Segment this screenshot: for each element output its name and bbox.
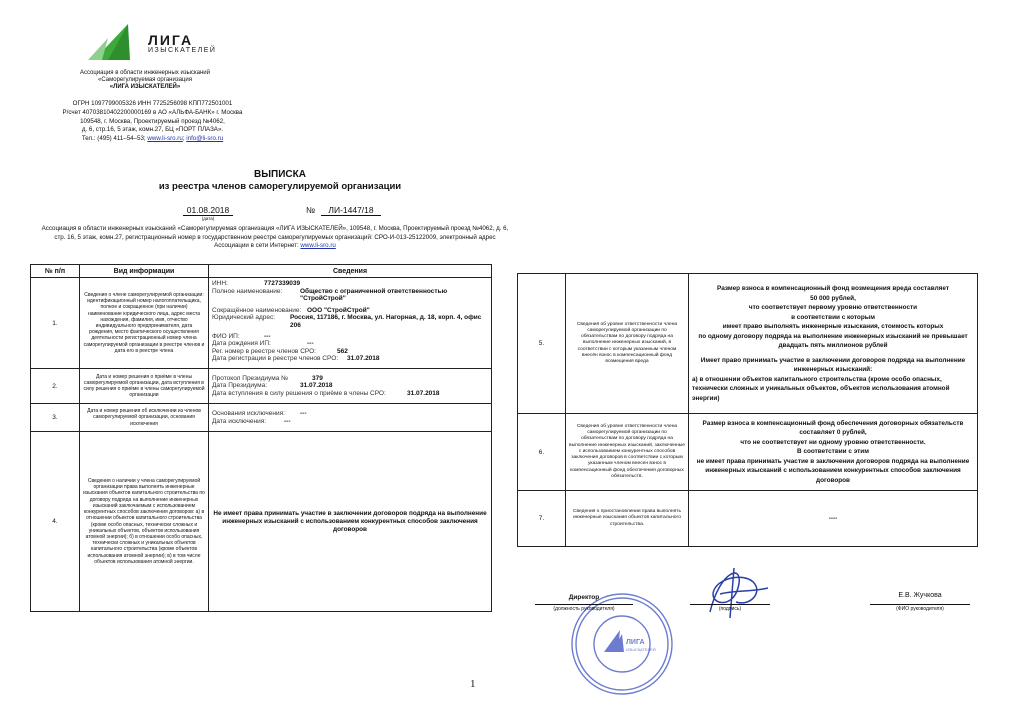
register-table-left [30, 264, 492, 612]
reg-date-value: 31.07.2018 [347, 355, 380, 363]
svg-text:ЛИГА: ЛИГА [626, 639, 645, 646]
liability-level-info: Размер взноса в компенсационный фонд возмещения вреда составляет 50 000 рублей, что соответствует первому уровню ответственности в соответствии с которым имеет право выполнять инженерные изыскания, стоимость которых по одному договору подряда на выполнение инженерных изысканий не превышает двадцать пять миллионов рублей Имеет право принимать участие в заключении договоров подряда на выполнение инженерных изысканий: а) в отношении объектов капитального строительства (кроме особо опасных, технически сложных и уникальных объектов, объектов использования атомной энергии) [689, 274, 978, 414]
svg-text:ИЗЫСКАТЕЛЕЙ: ИЗЫСКАТЕЛЕЙ [626, 647, 656, 652]
signatory-name: Е.В. Жучкова [898, 592, 942, 599]
signature-caption: (подпись) [690, 604, 770, 612]
logo-subtitle: ИЗЫСКАТЕЛЕЙ [148, 47, 217, 54]
table-row: 7. Сведения о приостановлении права выполнять инженерные изыскания объектов капитального строительства. ---- [518, 491, 978, 547]
row-desc: Сведения о члене саморегулируемой организации: идентификационный номер налогоплательщика, полное и сокращенное (при наличии) наименование юридического лица, адрес места нахождения, фамилия, имя, отчество индивидуального предпринимателя, дата рождения, место фактического осуществления деятельности регистрационный номер члена саморегулируемой организации в реестре членов и дата его в реестре члена [80, 278, 209, 369]
reg-number-value: 562 [337, 347, 348, 355]
suspension-info: ---- [689, 491, 978, 547]
table-row: 5. Сведения об уровне ответственности члена саморегулируемой организации по обязательствам по договору подряда на выполнение инженерных изысканий, в соответствии с которым указанным членом внесён взнос в компенсационный фонд возмещения вреда Размер взноса в компенсационный фонд возмещения вреда составляет 50 000 рублей, что соответствует первому уровню ответственности в соответствии с которым имеет право выполнять инженерные изыскания, стоимость которых по одному договору подряда на выполнение инженерных изысканий не превышает двадцать пять миллионов рублей Имеет право принимать участие в заключении договоров подряда на выполнение инженерных изысканий: а) в отношении объектов капитального строительства (кроме особо опасных, технически сложных и уникальных объектов, объектов использования атомной энергии) [518, 274, 978, 414]
doc-date-caption: (дата) [201, 216, 215, 221]
rights-info: Не имеет права принимать участие в заключении договоров подряда на выполнение инженерных изысканий с использованием конкурентных способов заключения договоров [209, 432, 492, 612]
signatory-position-caption: (должность руководителя) [535, 604, 633, 612]
intro-link[interactable]: www.li-sro.ru [300, 242, 336, 249]
signatory-position: Директор [568, 594, 600, 601]
exclusion-info: Основания исключения: --- Дата исключения: --- [209, 404, 492, 432]
doc-number: ЛИ-1447/18 [321, 205, 381, 216]
org-requisites: ОГРН 1097799005326 ИНН 7725256098 КПП772501001 Р/счет 40703810402200000169 в АО «АЛЬФА-БАНК» г. Москва 109548, г. Москва, Проектируемый проезд №4062, д. 6, стр.16, 5 этаж, комн.27, БЦ «ПОРТ ПЛАЗА». Тел.: (495) 411–54–53; www.li-sro.ru; info@li-sro.ru [62, 100, 243, 143]
table-row: 3. Дата и номер решения об исключении из членов саморегулируемой организации, основания исключения Основания исключения: --- Дата исключения: --- [31, 404, 492, 432]
contract-liability-info: Размер взноса в компенсационный фонд обеспечения договорных обязательств составляет 0 рублей, что не соответствует ни одному уровню ответственности. В соответствии с этим не имеет права принимать участие в заключении договоров подряда на выполнение инженерных изысканий с использованием конкурентных способов заключения договоров [689, 414, 978, 491]
table-row: 4. Сведения о наличии у члена саморегулируемой организации права выполнять инженерные изыскания объектов капитального строительства по договору подряда на выполнение инженерных изысканий заключаемым с использованием конкурентных способов заключения договоров: а) в отношении объектов капитального строительства (кроме особо опасных, технически сложных и уникальных объектов, объектов использования атомной энергии); б) в отношении особо опасных, технически сложных и уникальных объектов капитального строительства (кроме объектов использования атомной энергии); в) в том числе объектов использования атомной энергии. Не имеет права принимать участие в заключении договоров подряда на выполнение инженерных изысканий с использованием конкурентных способов заключения договоров [31, 432, 492, 612]
logo-title: ЛИГА [148, 32, 194, 48]
table-row [31, 278, 492, 369]
table-row: 6. Сведения об уровне ответственности члена саморегулируемой организации по обязательствам по договору подряда на выполнение инженерных изысканий, заключенные с использованием конкурентных способов заключения договоров в соответствии с которым указанным членом внесен взнос в компенсационный фонд обеспечения договорных обязательств. Размер взноса в компенсационный фонд обеспечения договорных обязательств составляет 0 рублей, что не соответствует ни одному уровню ответственности. В соответствии с этим не имеет права принимать участие в заключении договоров подряда на выполнение инженерных изысканий с использованием конкурентных способов заключения договоров [518, 414, 978, 491]
inn-value: 7727339039 [264, 280, 301, 287]
member-info: ИНН: 7727339039 Полное наименование: Общество с ограниченной ответственностью "СтройСтрой" Сокращённое наименование: ООО "СтройСтрой" Юридический адрес: Россия, 117186, г. Москва, ул. Нагорная, д. 18, корп. 4, офис 206 ФИО ИП: --- Дата рождения ИП: --- Рег. номер в реестре членов СРО: 562 Дата регистрации в реестре членов СРО: 31.07.2018 [209, 278, 492, 369]
header-details: Сведения [209, 265, 492, 278]
header-info-type: Вид информации [80, 265, 209, 278]
short-name-value: ООО "СтройСтрой" [307, 306, 370, 314]
table-row: 2. Дата и номер решения о приёме в члены саморегулируемой организации, дата вступления в силу решения о приёме в члены саморегулируемой организации Протокол Президиума № 379 Дата Президиума: 31.07.2018 Дата вступления в силу решения о приёме в члены СРО: 31.07.2018 [31, 369, 492, 404]
header-num: № п/п [31, 265, 80, 278]
admission-info: Протокол Президиума № 379 Дата Президиума: 31.07.2018 Дата вступления в силу решения о приёме в члены СРО: 31.07.2018 [209, 369, 492, 404]
full-name-value: Общество с ограниченной ответственностью "СтройСтрой" [300, 287, 448, 303]
signatory-name-caption: (ФИО руководителя) [870, 604, 970, 612]
row-num: 1. [31, 278, 80, 369]
doc-number-sign: № [306, 205, 316, 215]
address-value: Россия, 117186, г. Москва, ул. Нагорная, д. 18, корп. 4, офис 206 [290, 314, 482, 329]
doc-title: ВЫПИСКА [254, 169, 306, 180]
doc-subtitle: из реестра членов саморегулируемой организации [158, 181, 402, 192]
register-table-right [517, 273, 978, 547]
table-header [31, 265, 492, 278]
email-link[interactable]: info@li-sro.ru [186, 135, 224, 143]
doc-date: 01.08.2018 [183, 205, 233, 216]
site-link[interactable]: www.li-sro.ru [147, 135, 183, 143]
logo-icon [88, 22, 148, 62]
org-name: Ассоциация в области инженерных изысканий «Саморегулируемая организация «ЛИГА ИЗЫСКАТЕЛЕЙ» [79, 70, 211, 90]
page-number: 1 [470, 678, 476, 690]
doc-intro: Ассоциация в области инженерных изысканий «Саморегулируемая организация «ЛИГА ИЗЫСКАТЕЛЕЙ», 109548, г. Москва, Проектируемый проезд №4062, д. 6, стр. 16, 5 этаж, комн.27, регистрационный номер в государственном реестре саморегулируемых организаций: СРО-И-013-25122009, электронный адрес Ассоциации в сети Интернет: www.li-sro.ru [41, 225, 509, 249]
